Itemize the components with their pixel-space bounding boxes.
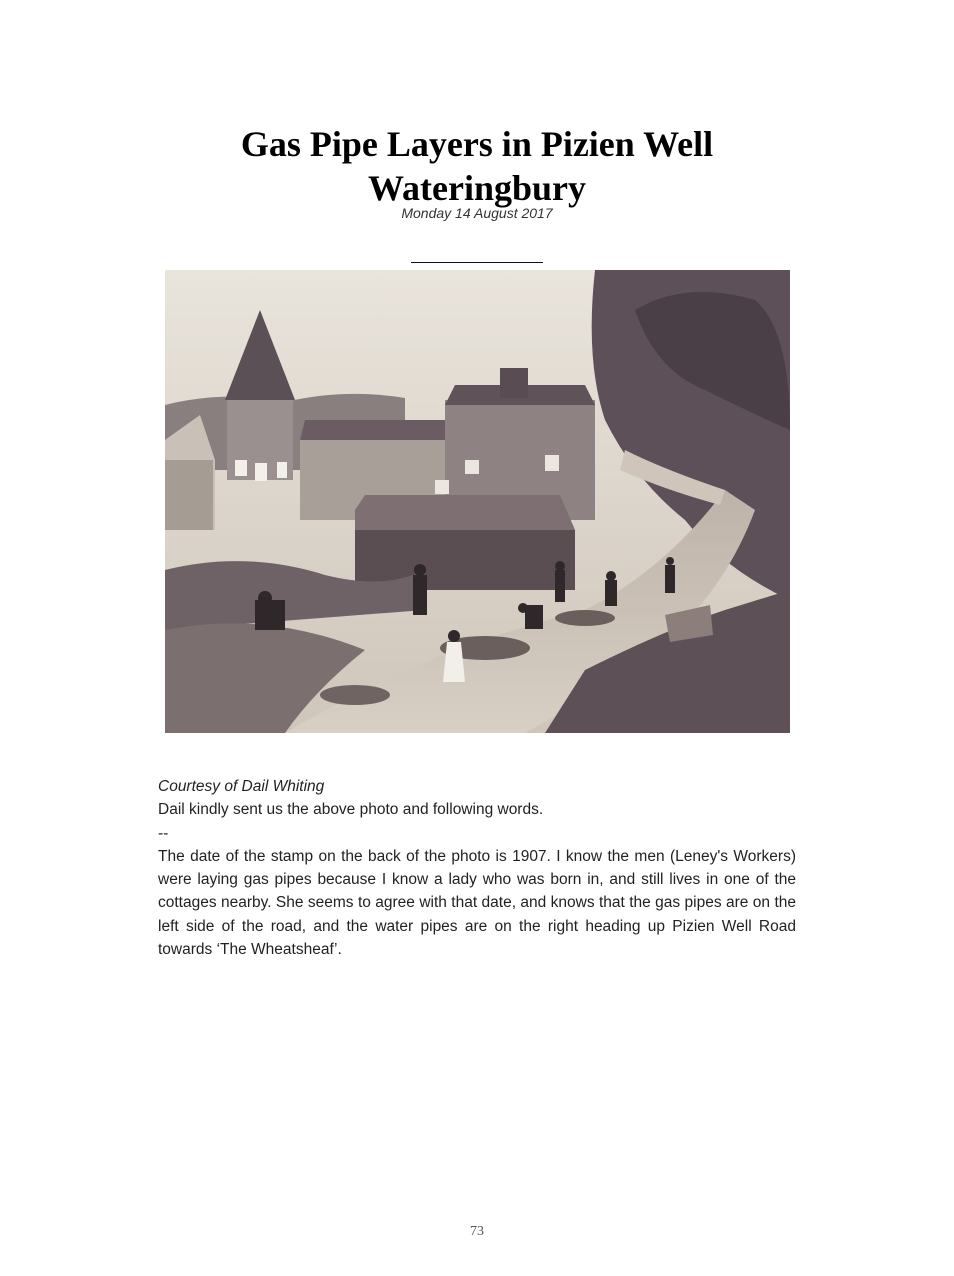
page-number: 73 — [470, 1224, 484, 1239]
intro-text: Dail kindly sent us the above photo and following words. — [158, 801, 544, 819]
body-paragraph: The date of the stamp on the back of the photo is 1907. I know the men (Leney's Workers) were laying gas pipes because I know a lady who was born in, and still lives in one of the cottages nearby. She seems to agree with that date, and knows that the gas pipes are on the left side of the road, and the water pipes are on the right heading up Pizien Well Road towards ‘The Wheatsheaf’. — [158, 847, 796, 959]
caption-block — [158, 775, 796, 961]
publish-date: Monday 14 August 2017 — [401, 205, 553, 221]
historic-photo — [165, 270, 790, 733]
page-title-line-1: Gas Pipe Layers in Pizien Well — [240, 124, 714, 164]
title-divider — [411, 262, 543, 263]
separator-text: -- — [158, 824, 169, 842]
photo-credit: Courtesy of Dail Whiting — [158, 778, 325, 795]
page-title-line-2: Wateringbury — [367, 168, 586, 208]
